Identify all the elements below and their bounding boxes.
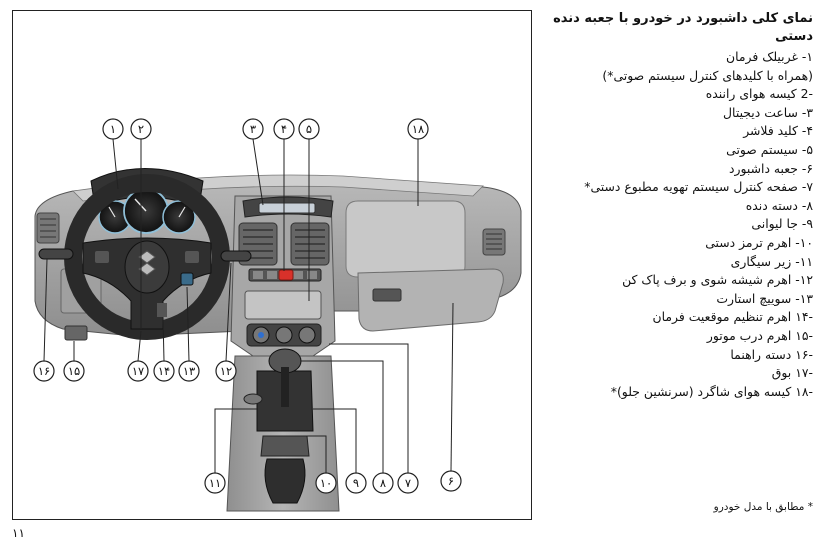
callout-7	[398, 473, 418, 493]
callout-14-label: ۱۴	[157, 364, 171, 378]
callout-3	[243, 119, 263, 139]
legend-title: نمای کلی داشبورد در خودرو با جعبه دنده دستی	[553, 11, 813, 44]
callout-8	[373, 473, 393, 493]
callout-12-label: ۱۲	[219, 364, 233, 378]
callout-7-label: ۷	[404, 476, 412, 490]
callout-11	[205, 473, 225, 493]
right-vent	[483, 229, 505, 255]
callout-1-label: ۱	[109, 122, 117, 136]
wheel-audio-controls-right	[185, 251, 199, 263]
callout-4	[274, 119, 294, 139]
legend-item: ۱۱- زیر سیگاری	[730, 253, 813, 269]
airbag-panel	[346, 201, 465, 277]
glove-box-handle	[373, 289, 401, 301]
legend-item: ۵- سیستم صوتی	[726, 141, 813, 157]
legend-item: -۱۵ اهرم درب موتور	[706, 327, 813, 343]
legend-item: ۱۰- اهرم ترمز دستی	[705, 234, 813, 250]
legend	[545, 10, 813, 401]
callout-6	[441, 471, 461, 491]
callout-2-label: ۲	[137, 122, 145, 136]
callout-8-label: ۸	[379, 476, 387, 490]
callout-18-label: ۱۸	[411, 122, 425, 136]
digital-clock	[259, 203, 315, 213]
turn-signal-stalk	[39, 249, 73, 259]
cup-holder	[261, 436, 309, 456]
callout-13-label: ۱۳	[182, 364, 196, 378]
hvac-panel	[247, 324, 321, 346]
callout-13	[179, 361, 199, 381]
callout-12	[216, 361, 236, 381]
legend-item: ۱۳- سوییچ استارت	[716, 290, 813, 306]
handbrake	[265, 459, 305, 503]
callout-5	[299, 119, 319, 139]
hood-release	[65, 326, 87, 340]
page-number: ۱۱	[12, 526, 25, 540]
legend-item: -۱۷ بوق	[771, 365, 813, 381]
gear-lever	[281, 367, 289, 407]
left-vent	[37, 213, 59, 243]
legend-item: ۸- دسته دنده	[745, 197, 813, 213]
legend-item: -۱۸ کیسه هوای شاگرد (سرنشین جلو)*	[610, 383, 813, 399]
dashboard-drawing	[13, 11, 533, 521]
legend-item: ۳- ساعت دیجیتال	[723, 104, 813, 120]
callout-5-label: ۵	[305, 122, 313, 136]
wiper-stalk	[221, 251, 251, 261]
steering-adjust-lever	[157, 303, 167, 317]
callout-11-label: ۱۱	[208, 476, 222, 490]
ashtray	[244, 394, 262, 404]
callout-9-label: ۹	[352, 476, 360, 490]
callout-17-label: ۱۷	[131, 364, 145, 378]
footnote: * مطابق با مدل خودرو	[713, 501, 813, 513]
legend-item: ۱- غربیلک فرمان	[726, 49, 813, 64]
callout-6-label: ۶	[447, 474, 455, 488]
callout-2	[131, 119, 151, 139]
center-vent-right	[291, 223, 329, 265]
hazard-button	[279, 270, 293, 280]
legend-item: -۱۴ اهرم تنظیم موقعیت فرمان	[652, 309, 813, 325]
callout-4-label: ۴	[280, 122, 288, 136]
legend-item: -۱۶ دسته راهنما	[730, 346, 813, 362]
callout-3-label: ۳	[249, 122, 257, 136]
callout-17	[128, 361, 148, 381]
legend-item: -2 کیسه هوای راننده	[705, 86, 813, 102]
callout-9	[346, 473, 366, 493]
callout-1	[103, 119, 123, 139]
callout-10-label: ۱۰	[319, 476, 333, 490]
callout-15-label: ۱۵	[67, 364, 81, 378]
callout-10	[316, 473, 336, 493]
callout-18	[408, 119, 428, 139]
legend-item: (همراه با کلیدهای کنترل سیستم صوتی*)	[602, 67, 813, 83]
callout-16-label: ۱۶	[37, 364, 51, 378]
legend-item: ۹- جا لیوانی	[751, 216, 813, 232]
wheel-audio-controls-left	[95, 251, 109, 263]
legend-item: ۱۲- اهرم شیشه شوی و برف پاک کن	[622, 272, 813, 288]
dashboard-illustration	[12, 10, 532, 520]
audio-system	[245, 291, 321, 319]
callout-16	[34, 361, 54, 381]
callout-15	[64, 361, 84, 381]
callout-14	[154, 361, 174, 381]
legend-item: ۴- کلید فلاشر	[743, 123, 813, 139]
ignition-switch	[181, 273, 193, 285]
legend-item: ۶- جعبه داشبورد	[728, 160, 813, 176]
legend-item: ۷- صفحه کنترل سیستم تهویه مطبوع دستی*	[584, 179, 813, 195]
